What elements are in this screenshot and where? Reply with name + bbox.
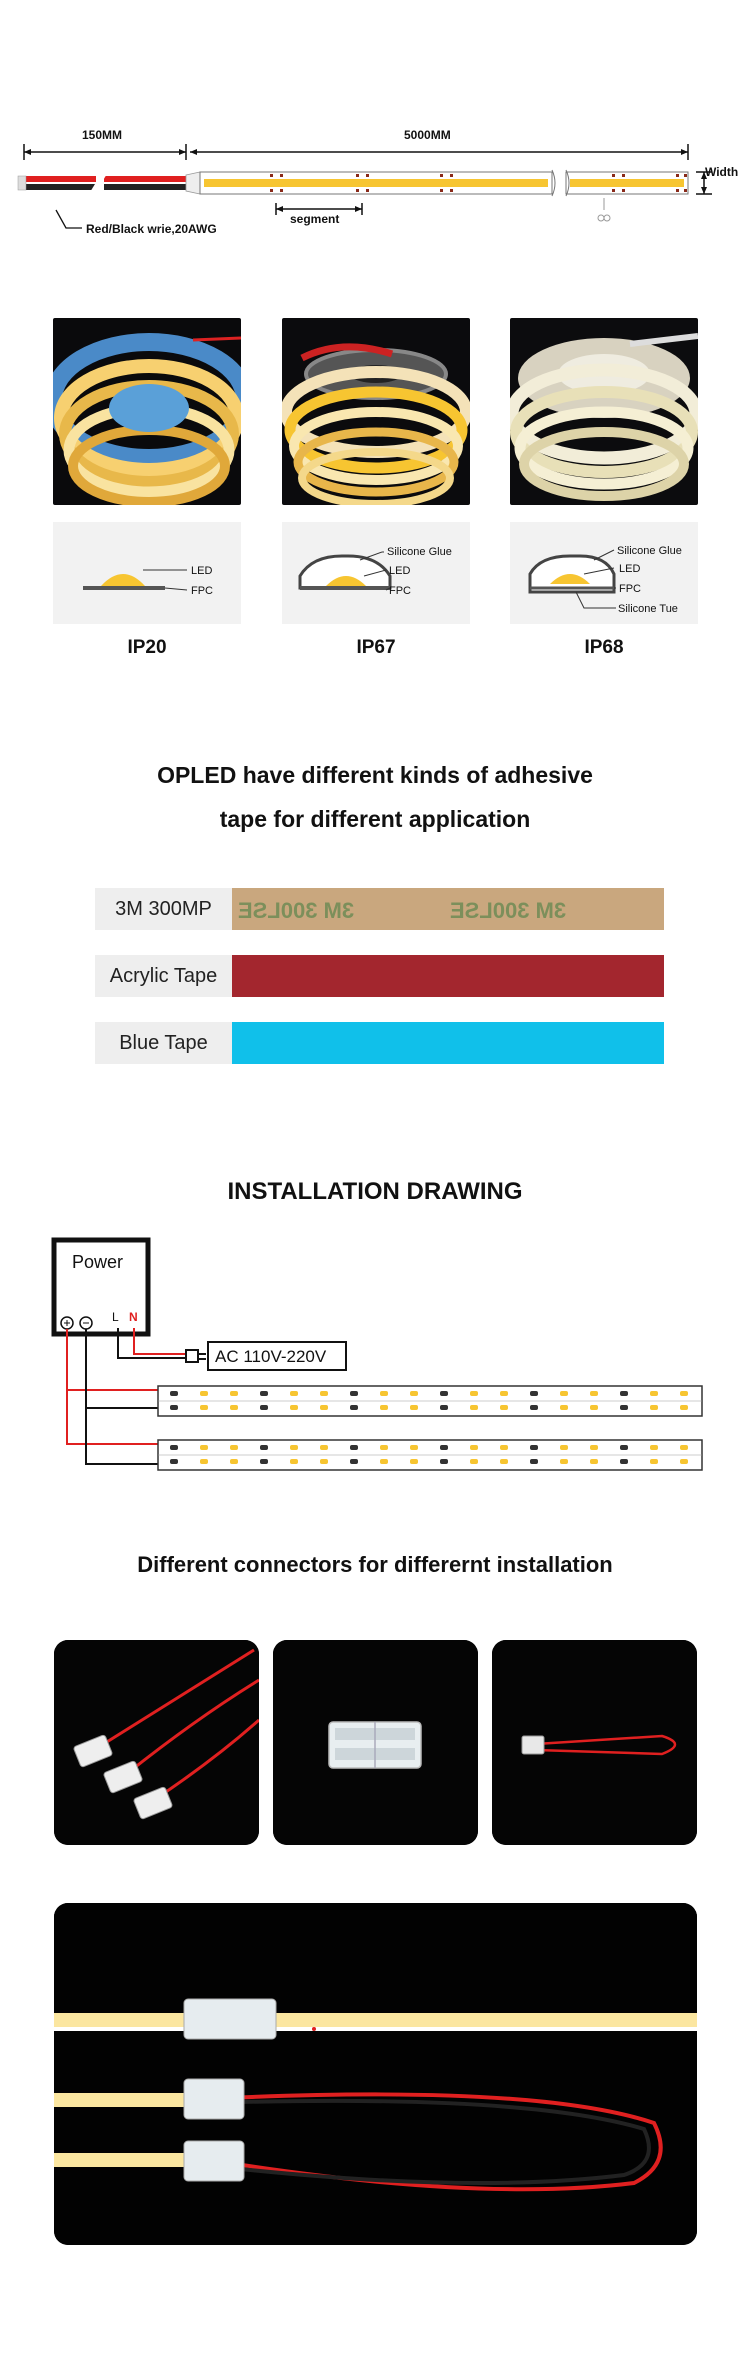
wire-note: Red/Black wrie,20AWG bbox=[86, 222, 217, 236]
led-chip bbox=[290, 1391, 298, 1396]
strip-length-label: 5000MM bbox=[404, 128, 451, 142]
led-chip bbox=[380, 1445, 388, 1450]
ip67-label: IP67 bbox=[356, 637, 396, 658]
led-chip bbox=[440, 1445, 448, 1450]
led-chip bbox=[290, 1445, 298, 1450]
led-chip bbox=[410, 1391, 418, 1396]
led-chip bbox=[260, 1459, 268, 1464]
tape-label-acrylic: Acrylic Tape bbox=[95, 955, 232, 997]
ip68-layer-fpc: FPC bbox=[619, 583, 641, 595]
led-chip bbox=[680, 1391, 688, 1396]
led-chip bbox=[590, 1459, 598, 1464]
led-chip bbox=[470, 1391, 478, 1396]
terminal-n: N bbox=[129, 1310, 138, 1324]
led-chip bbox=[620, 1405, 628, 1410]
led-chip bbox=[530, 1391, 538, 1396]
tape-swatch-3m bbox=[232, 888, 664, 930]
connector-photo-wire-to-strip bbox=[54, 1640, 259, 1845]
led-chip bbox=[200, 1405, 208, 1410]
led-chip bbox=[530, 1405, 538, 1410]
led-chip bbox=[170, 1405, 178, 1410]
led-chip bbox=[470, 1405, 478, 1410]
ac-voltage-label: AC 110V-220V bbox=[215, 1347, 327, 1366]
ip67-layer-silicone-glue: Silicone Glue bbox=[387, 546, 452, 558]
adhesive-title-line2: tape for different application bbox=[219, 806, 531, 832]
ip68-layer-led: LED bbox=[619, 563, 641, 575]
led-chip bbox=[590, 1405, 598, 1410]
led-chip bbox=[590, 1391, 598, 1396]
led-chip bbox=[680, 1405, 688, 1410]
led-chip bbox=[380, 1459, 388, 1464]
led-chip bbox=[560, 1445, 568, 1450]
ip68-cross-section bbox=[510, 522, 698, 624]
tape-label-blue: Blue Tape bbox=[95, 1022, 232, 1064]
connector-photo-installation bbox=[54, 1903, 697, 2245]
led-chip bbox=[320, 1459, 328, 1464]
led-chip bbox=[170, 1459, 178, 1464]
tape-swatch-acrylic bbox=[232, 955, 664, 997]
led-chip bbox=[260, 1391, 268, 1396]
led-chip bbox=[500, 1459, 508, 1464]
ip20-label: IP20 bbox=[127, 637, 167, 658]
led-chip bbox=[350, 1391, 358, 1396]
tape-print-right: 3M 300LSE bbox=[450, 898, 567, 923]
led-chip bbox=[650, 1459, 658, 1464]
ip20-cross-section bbox=[53, 522, 241, 624]
led-chip bbox=[290, 1459, 298, 1464]
led-chip bbox=[230, 1445, 238, 1450]
ip67-strip-photo bbox=[282, 318, 470, 505]
led-chip bbox=[320, 1391, 328, 1396]
ip20-strip-photo bbox=[53, 318, 241, 505]
led-chip bbox=[680, 1445, 688, 1450]
tape-swatch-blue bbox=[232, 1022, 664, 1064]
terminal-l: L bbox=[112, 1310, 119, 1324]
tape-label-3m: 3M 300MP bbox=[95, 888, 232, 930]
led-chip bbox=[290, 1405, 298, 1410]
adhesive-title-line1: OPLED have different kinds of adhesive bbox=[157, 762, 593, 788]
ip67-layer-led: LED bbox=[389, 565, 411, 577]
led-chip bbox=[560, 1459, 568, 1464]
cable-length-label: 150MM bbox=[82, 128, 123, 142]
led-chip bbox=[260, 1445, 268, 1450]
ip20-layer-led: LED bbox=[191, 565, 213, 577]
led-chip bbox=[470, 1459, 478, 1464]
led-chip bbox=[620, 1445, 628, 1450]
led-chip bbox=[650, 1445, 658, 1450]
connector-photo-strip-to-strip bbox=[273, 1640, 478, 1845]
led-chip bbox=[410, 1405, 418, 1410]
led-chip bbox=[380, 1405, 388, 1410]
led-chip bbox=[560, 1391, 568, 1396]
led-chip bbox=[680, 1459, 688, 1464]
led-chip bbox=[620, 1459, 628, 1464]
led-chip bbox=[500, 1445, 508, 1450]
led-chip bbox=[650, 1391, 658, 1396]
led-chip bbox=[410, 1459, 418, 1464]
ip68-layer-silicone-tube: Silicone Tue bbox=[618, 603, 678, 615]
width-label: Width bbox=[705, 165, 739, 179]
segment-label: segment bbox=[290, 212, 340, 226]
ip20-layer-fpc: FPC bbox=[191, 585, 213, 597]
led-chip bbox=[530, 1459, 538, 1464]
installation-title: INSTALLATION DRAWING bbox=[227, 1178, 523, 1205]
led-chip bbox=[350, 1405, 358, 1410]
led-chip bbox=[380, 1391, 388, 1396]
led-chip bbox=[170, 1391, 178, 1396]
led-chip bbox=[410, 1445, 418, 1450]
dimension-diagram bbox=[0, 0, 750, 260]
led-chip bbox=[440, 1391, 448, 1396]
led-chip bbox=[230, 1391, 238, 1396]
led-chip bbox=[320, 1445, 328, 1450]
led-chip bbox=[230, 1459, 238, 1464]
connectors-title: Different connectors for differernt installation bbox=[137, 1552, 613, 1577]
led-chip bbox=[470, 1445, 478, 1450]
led-chip bbox=[500, 1391, 508, 1396]
led-chip bbox=[590, 1445, 598, 1450]
connector-photo-jumper bbox=[492, 1640, 697, 1845]
ip68-strip-photo bbox=[510, 318, 698, 505]
led-chip bbox=[350, 1459, 358, 1464]
led-chip bbox=[200, 1445, 208, 1450]
led-chip bbox=[440, 1459, 448, 1464]
ip67-layer-fpc: FPC bbox=[389, 585, 411, 597]
power-label: Power bbox=[72, 1252, 124, 1272]
ip67-cross-section bbox=[282, 522, 470, 624]
led-chip bbox=[200, 1459, 208, 1464]
ip68-label: IP68 bbox=[584, 637, 624, 658]
led-chip bbox=[230, 1405, 238, 1410]
led-chip bbox=[500, 1405, 508, 1410]
led-chip bbox=[620, 1391, 628, 1396]
led-chip bbox=[320, 1405, 328, 1410]
led-chip bbox=[440, 1405, 448, 1410]
led-chip bbox=[170, 1445, 178, 1450]
tape-print-left: 3M 300LSE bbox=[238, 898, 355, 923]
ip68-layer-silicone-glue: Silicone Glue bbox=[617, 545, 682, 557]
led-chip bbox=[650, 1405, 658, 1410]
installation-diagram bbox=[0, 1230, 750, 1510]
led-chip bbox=[350, 1445, 358, 1450]
led-chip bbox=[260, 1405, 268, 1410]
led-chip bbox=[560, 1405, 568, 1410]
led-chip bbox=[530, 1445, 538, 1450]
led-chip bbox=[200, 1391, 208, 1396]
